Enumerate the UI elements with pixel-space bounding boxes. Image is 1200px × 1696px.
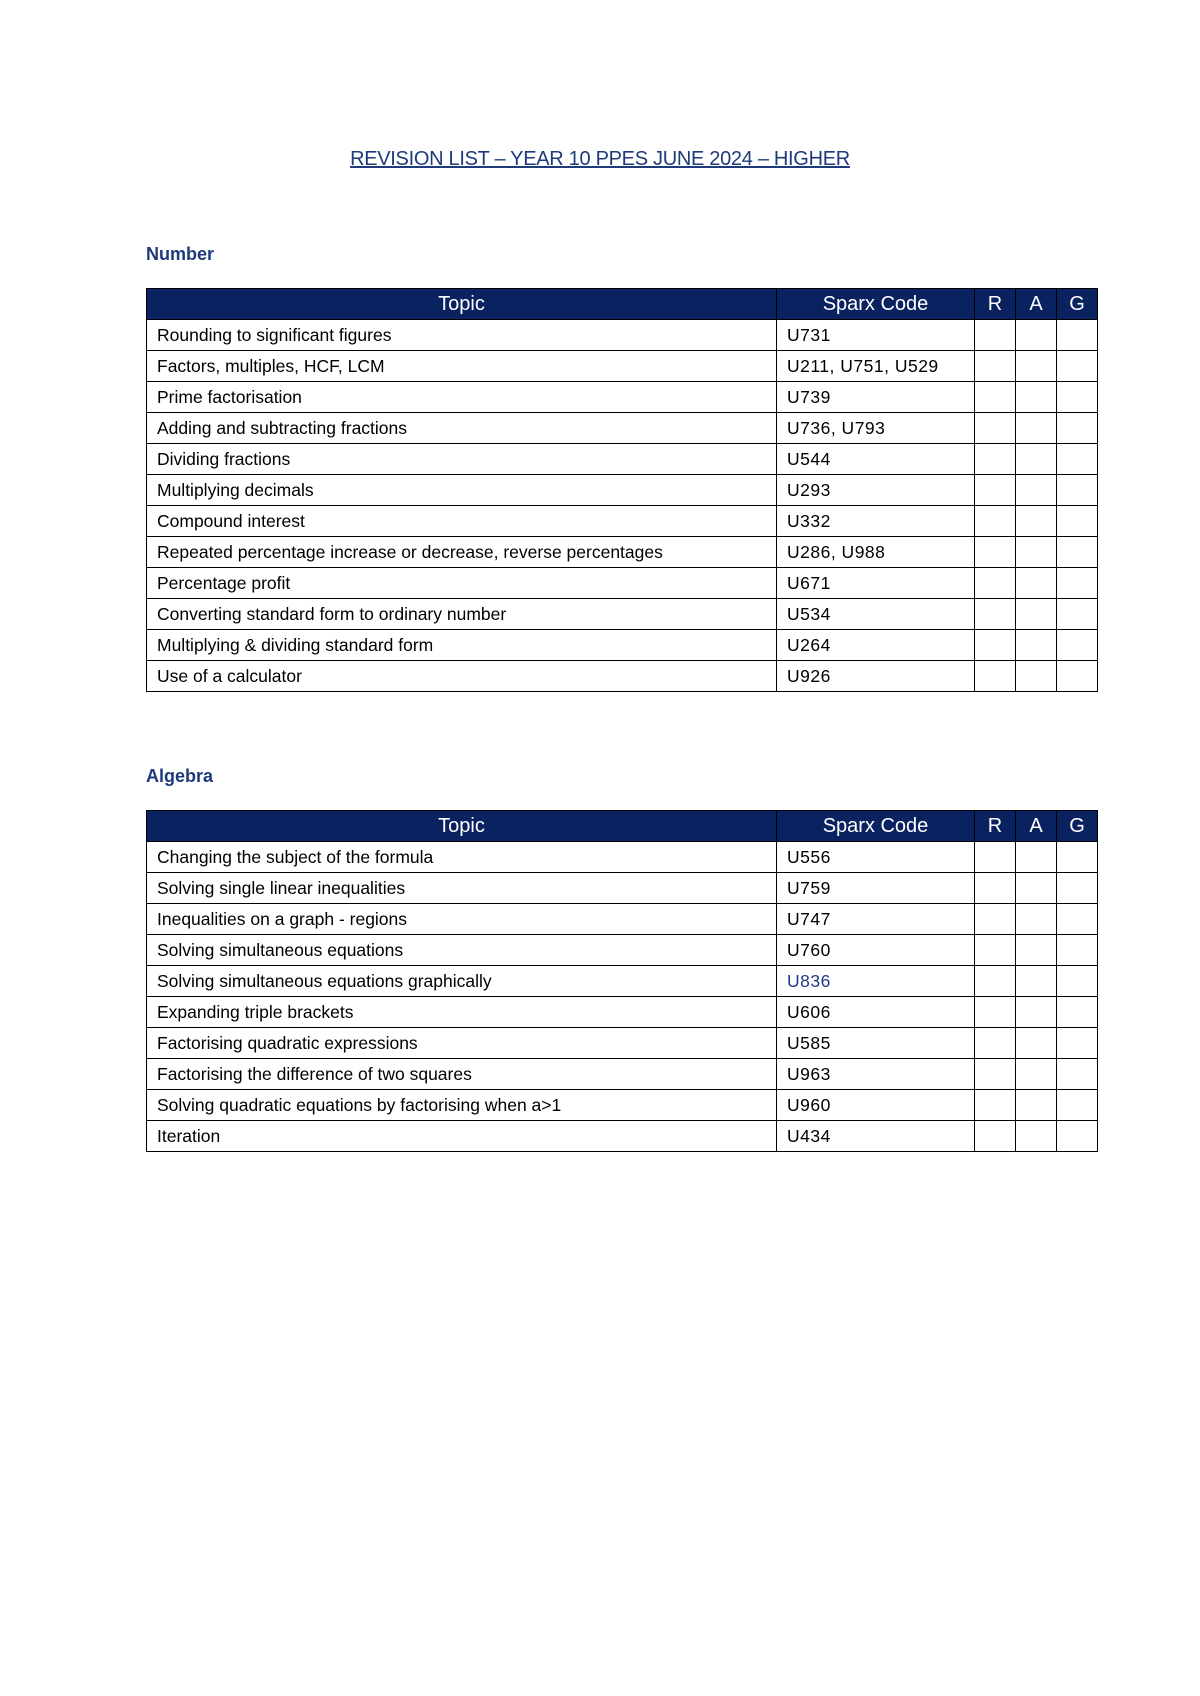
table-row (147, 413, 1098, 444)
rag-r-cell[interactable] (975, 568, 1016, 599)
rag-g-cell[interactable] (1057, 630, 1098, 661)
rag-a-cell[interactable] (1016, 351, 1057, 382)
topic-cell: Solving simultaneous equations (147, 935, 777, 966)
sparx-code-cell: U759 (777, 873, 975, 904)
rag-a-cell[interactable] (1016, 568, 1057, 599)
topic-cell: Multiplying decimals (147, 475, 777, 506)
rag-g-cell[interactable] (1057, 599, 1098, 630)
page-title: REVISION LIST – YEAR 10 PPES JUNE 2024 – HIGHER (350, 148, 850, 170)
sparx-code-cell: U760 (777, 935, 975, 966)
rag-g-cell[interactable] (1057, 842, 1098, 873)
topic-cell: Percentage profit (147, 568, 777, 599)
table-row (147, 382, 1098, 413)
sparx-code-cell: U739 (777, 382, 975, 413)
sparx-code-cell: U731 (777, 320, 975, 351)
table-row (147, 1121, 1098, 1152)
rag-g-cell[interactable] (1057, 966, 1098, 997)
rag-g-cell[interactable] (1057, 1059, 1098, 1090)
topic-cell: Compound interest (147, 506, 777, 537)
table-row (147, 1059, 1098, 1090)
rag-r-cell[interactable] (975, 506, 1016, 537)
sparx-code-cell: U960 (777, 1090, 975, 1121)
rag-a-cell[interactable] (1016, 842, 1057, 873)
rag-g-cell[interactable] (1057, 935, 1098, 966)
rag-g-cell[interactable] (1057, 661, 1098, 692)
rag-g-cell[interactable] (1057, 997, 1098, 1028)
header-topic: Topic (147, 811, 777, 842)
topic-cell: Changing the subject of the formula (147, 842, 777, 873)
topic-cell: Repeated percentage increase or decrease, reverse percentages (147, 537, 777, 568)
number-table-body (147, 320, 1098, 692)
topic-cell: Use of a calculator (147, 661, 777, 692)
rag-g-cell[interactable] (1057, 506, 1098, 537)
rag-a-cell[interactable] (1016, 320, 1057, 351)
rag-r-cell[interactable] (975, 904, 1016, 935)
table-row (147, 873, 1098, 904)
rag-g-cell[interactable] (1057, 444, 1098, 475)
rag-g-cell[interactable] (1057, 537, 1098, 568)
topic-cell: Multiplying & dividing standard form (147, 630, 777, 661)
rag-a-cell[interactable] (1016, 382, 1057, 413)
topic-cell: Solving simultaneous equations graphically (147, 966, 777, 997)
algebra-table-body (147, 842, 1098, 1152)
table-row (147, 444, 1098, 475)
header-sparx-code: Sparx Code (777, 289, 975, 320)
rag-g-cell[interactable] (1057, 904, 1098, 935)
table-row (147, 320, 1098, 351)
rag-a-cell[interactable] (1016, 599, 1057, 630)
rag-g-cell[interactable] (1057, 1090, 1098, 1121)
sparx-code-cell: U926 (777, 661, 975, 692)
rag-r-cell[interactable] (975, 630, 1016, 661)
rag-g-cell[interactable] (1057, 873, 1098, 904)
sparx-code-cell: U211, U751, U529 (777, 351, 975, 382)
table-row (147, 568, 1098, 599)
rag-g-cell[interactable] (1057, 320, 1098, 351)
table-row (147, 661, 1098, 692)
header-r: R (975, 811, 1016, 842)
header-r: R (975, 289, 1016, 320)
sparx-code-cell: U556 (777, 842, 975, 873)
topic-cell: Rounding to significant figures (147, 320, 777, 351)
table-header-row (147, 811, 1098, 842)
topic-cell: Converting standard form to ordinary number (147, 599, 777, 630)
table-row (147, 630, 1098, 661)
table-row (147, 1028, 1098, 1059)
rag-r-cell[interactable] (975, 320, 1016, 351)
rag-r-cell[interactable] (975, 1028, 1016, 1059)
rag-r-cell[interactable] (975, 661, 1016, 692)
sparx-code-cell: U293 (777, 475, 975, 506)
rag-g-cell[interactable] (1057, 475, 1098, 506)
rag-a-cell[interactable] (1016, 1090, 1057, 1121)
rag-a-cell[interactable] (1016, 935, 1057, 966)
rag-a-cell[interactable] (1016, 537, 1057, 568)
table-row (147, 599, 1098, 630)
table-row (147, 997, 1098, 1028)
sparx-code-cell: U434 (777, 1121, 975, 1152)
table-row (147, 904, 1098, 935)
rag-g-cell[interactable] (1057, 351, 1098, 382)
rag-r-cell[interactable] (975, 444, 1016, 475)
topic-cell: Factorising the difference of two squares (147, 1059, 777, 1090)
sparx-code-cell: U606 (777, 997, 975, 1028)
rag-r-cell[interactable] (975, 475, 1016, 506)
topic-cell: Inequalities on a graph - regions (147, 904, 777, 935)
topic-cell: Factors, multiples, HCF, LCM (147, 351, 777, 382)
sparx-code-cell: U544 (777, 444, 975, 475)
sparx-code-cell: U332 (777, 506, 975, 537)
table-row (147, 842, 1098, 873)
header-topic: Topic (147, 289, 777, 320)
table-row (147, 506, 1098, 537)
rag-a-cell[interactable] (1016, 904, 1057, 935)
rag-g-cell[interactable] (1057, 568, 1098, 599)
rag-a-cell[interactable] (1016, 1059, 1057, 1090)
rag-a-cell[interactable] (1016, 506, 1057, 537)
sparx-code-cell: U671 (777, 568, 975, 599)
topic-cell: Expanding triple brackets (147, 997, 777, 1028)
rag-r-cell[interactable] (975, 935, 1016, 966)
table-row (147, 351, 1098, 382)
algebra-topics-table (146, 810, 1098, 1152)
rag-a-cell[interactable] (1016, 661, 1057, 692)
rag-g-cell[interactable] (1057, 1121, 1098, 1152)
topic-cell: Factorising quadratic expressions (147, 1028, 777, 1059)
rag-g-cell[interactable] (1057, 382, 1098, 413)
rag-r-cell[interactable] (975, 842, 1016, 873)
section-heading-algebra: Algebra (146, 766, 214, 786)
rag-a-cell[interactable] (1016, 873, 1057, 904)
sparx-code-link[interactable]: U836 (777, 966, 975, 997)
rag-a-cell[interactable] (1016, 630, 1057, 661)
sparx-code-cell: U286, U988 (777, 537, 975, 568)
table-row (147, 537, 1098, 568)
topic-cell: Dividing fractions (147, 444, 777, 475)
rag-r-cell[interactable] (975, 997, 1016, 1028)
topic-cell: Solving single linear inequalities (147, 873, 777, 904)
rag-r-cell[interactable] (975, 873, 1016, 904)
rag-r-cell[interactable] (975, 413, 1016, 444)
topic-cell: Solving quadratic equations by factorising when a>1 (147, 1090, 777, 1121)
table-row (147, 475, 1098, 506)
rag-r-cell[interactable] (975, 351, 1016, 382)
rag-a-cell[interactable] (1016, 1121, 1057, 1152)
rag-r-cell[interactable] (975, 599, 1016, 630)
topic-cell: Adding and subtracting fractions (147, 413, 777, 444)
rag-a-cell[interactable] (1016, 997, 1057, 1028)
table-row (147, 966, 1098, 997)
rag-g-cell[interactable] (1057, 1028, 1098, 1059)
sparx-code-cell: U736, U793 (777, 413, 975, 444)
rag-a-cell[interactable] (1016, 413, 1057, 444)
sparx-code-cell: U747 (777, 904, 975, 935)
rag-g-cell[interactable] (1057, 413, 1098, 444)
rag-r-cell[interactable] (975, 1090, 1016, 1121)
number-topics-table (146, 288, 1098, 692)
rag-a-cell[interactable] (1016, 1028, 1057, 1059)
rag-a-cell[interactable] (1016, 475, 1057, 506)
table-header-row (147, 289, 1098, 320)
header-g: G (1057, 811, 1098, 842)
table-row (147, 935, 1098, 966)
header-sparx-code: Sparx Code (777, 811, 975, 842)
header-a: A (1016, 289, 1057, 320)
sparx-code-cell: U264 (777, 630, 975, 661)
header-g: G (1057, 289, 1098, 320)
topic-cell: Prime factorisation (147, 382, 777, 413)
section-heading-number: Number (146, 244, 215, 264)
header-a: A (1016, 811, 1057, 842)
topic-cell: Iteration (147, 1121, 777, 1152)
sparx-code-cell: U585 (777, 1028, 975, 1059)
rag-a-cell[interactable] (1016, 966, 1057, 997)
rag-r-cell[interactable] (975, 382, 1016, 413)
rag-r-cell[interactable] (975, 537, 1016, 568)
rag-a-cell[interactable] (1016, 444, 1057, 475)
rag-r-cell[interactable] (975, 1059, 1016, 1090)
table-row (147, 1090, 1098, 1121)
rag-r-cell[interactable] (975, 966, 1016, 997)
sparx-code-cell: U534 (777, 599, 975, 630)
rag-r-cell[interactable] (975, 1121, 1016, 1152)
sparx-code-cell: U963 (777, 1059, 975, 1090)
